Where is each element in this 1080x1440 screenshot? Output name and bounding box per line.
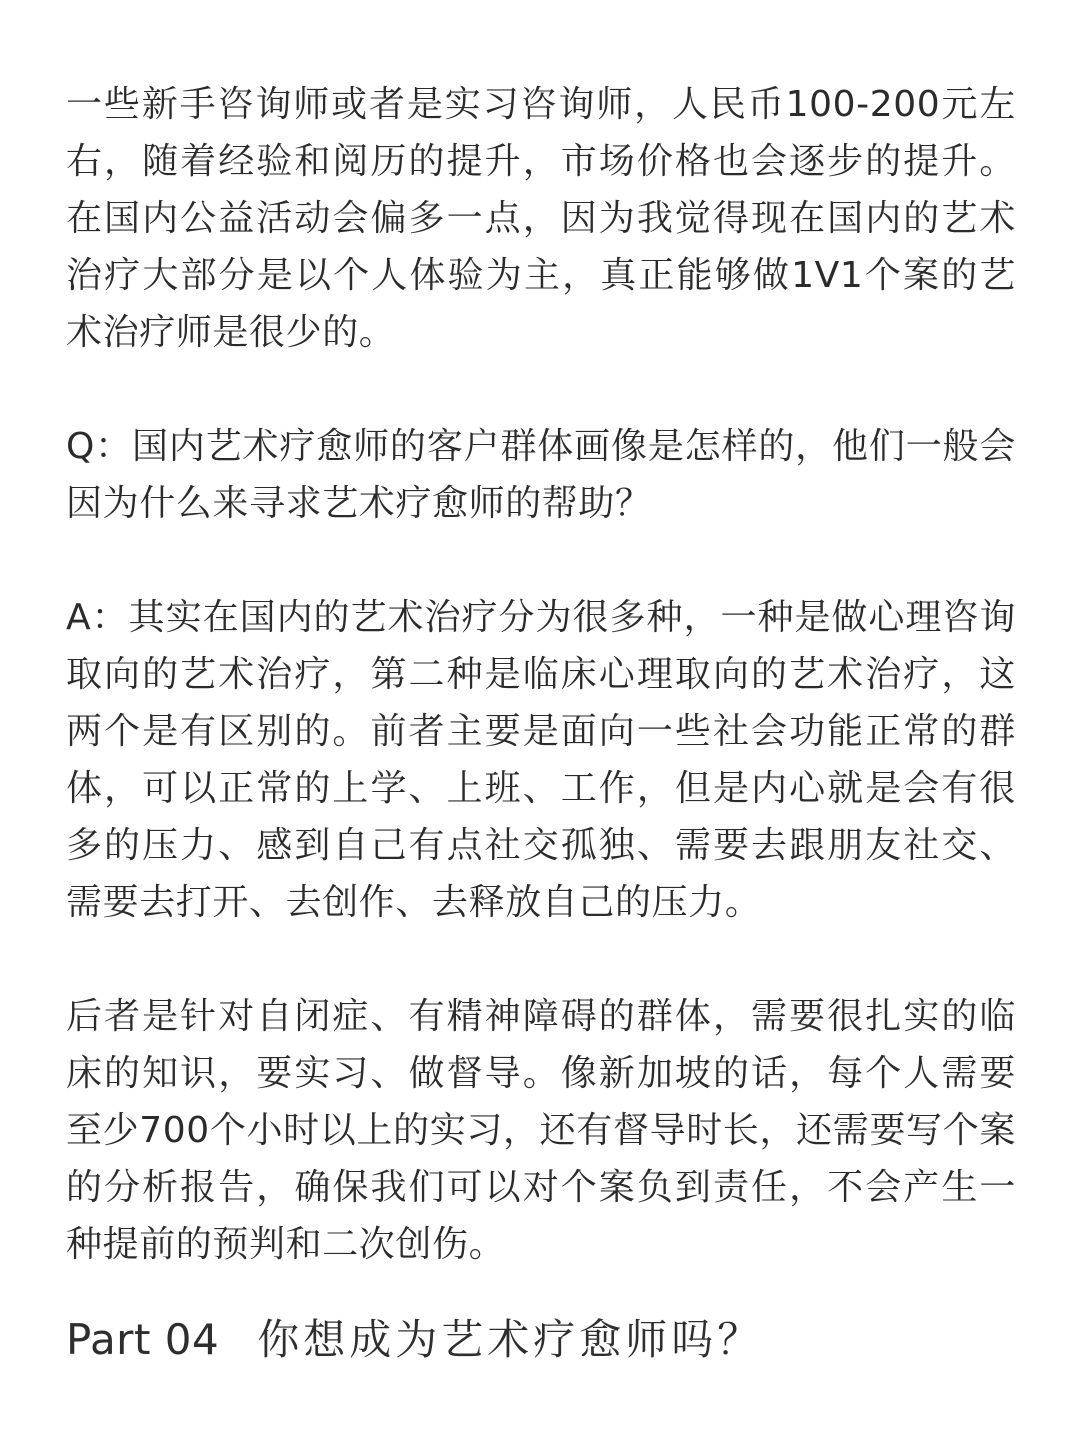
section-title: 你想成为艺术疗愈师吗？ [257,1315,764,1364]
paragraph-pricing: 一些新手咨询师或者是实习咨询师，人民币100-200元左右，随着经验和阅历的提升，市场价格也会逐步的提升。在国内公益活动会偏多一点，因为我觉得现在国内的艺术治疗大部分是以个人体验为主，真正能够做1V1个案的艺术治疗师是很少的。 [66,84,1016,353]
section-heading [66,1312,763,1368]
paragraph-gap [66,361,1016,418]
question-paragraph: Q：国内艺术疗愈师的客户群体画像是怎样的，他们一般会因为什么来寻求艺术疗愈师的帮助？ [66,426,1016,524]
paragraph-gap [66,931,1016,988]
paragraph-gap [66,532,1016,589]
section-part-label: Part 04 [66,1315,220,1364]
paragraph-clinical: 后者是针对自闭症、有精神障碍的群体，需要很扎实的临床的知识，要实习、做督导。像新加坡的话，每个人需要至少700个小时以上的实习，还有督导时长，还需要写个案的分析报告，确保我们可以对个案负到责任，不会产生一种提前的预判和二次创伤。 [66,996,1016,1265]
answer-paragraph: A：其实在国内的艺术治疗分为很多种，一种是做心理咨询取向的艺术治疗，第二种是临床心理取向的艺术治疗，这两个是有区别的。前者主要是面向一些社会功能正常的群体，可以正常的上学、上班、工作，但是内心就是会有很多的压力、感到自己有点社交孤独、需要去跟朋友社交、需要去打开、去创作、去释放自己的压力。 [66,597,1016,923]
